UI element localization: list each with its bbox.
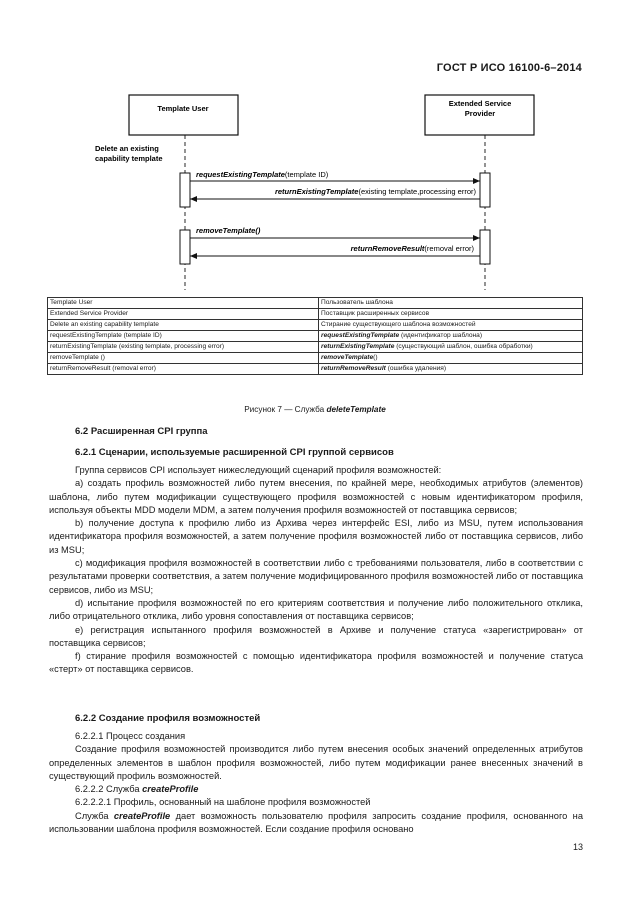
legend-en: Extended Service Provider [48, 309, 319, 320]
activation-left-2 [180, 230, 190, 264]
table-row [48, 309, 583, 320]
table-row [48, 342, 583, 353]
list-item-d: d) испытание профиля возможностей по его критериям соответствия и получение либо положительного отклика, либо отрицательного отклика, либо уровня сопоставления от поставщика сервисов; [49, 597, 583, 622]
legend-ru-term: returnRemoveResult [321, 365, 386, 372]
section-heading-6-2-2: 6.2.2 Создание профиля возможностей [75, 713, 261, 724]
legend-ru-desc: (идентификатор шаблона) [399, 332, 483, 339]
legend-ru: Стирание существующего шаблона возможностей [319, 320, 583, 331]
service-name: createProfile [142, 784, 199, 795]
section-heading-6-2: 6.2 Расширенная CPI группа [75, 426, 208, 437]
caption-service-name: deleteTemplate [326, 405, 386, 414]
legend-ru-desc: () [373, 354, 378, 361]
paragraph-6-2-2-2: 6.2.2.2 Служба createProfile [75, 784, 199, 795]
msg-request-label: requestExistingTemplate(template ID) [196, 170, 329, 179]
scenario-note-line1: Delete an existing [95, 144, 159, 153]
legend-ru-term: returnExistingTemplate [321, 343, 395, 350]
legend-en: returnExistingTemplate (existing template, processing error) [48, 342, 319, 353]
legend-ru-desc: (существующий шаблон, ошибка обработки) [394, 343, 533, 350]
legend-en: returnRemoveResult (removal error) [48, 364, 319, 375]
legend-en: requestExistingTemplate (template ID) [48, 331, 319, 342]
activation-right-1 [480, 173, 490, 207]
lifeline-esp-label-1: Extended Service [448, 99, 512, 108]
table-row [48, 298, 583, 309]
legend-ru [319, 342, 583, 353]
standard-header: ГОСТ Р ИСО 16100-6–2014 [436, 62, 582, 74]
legend-en: Template User [48, 298, 319, 309]
legend-ru: Пользователь шаблона [319, 298, 583, 309]
section-heading-6-2-1: 6.2.1 Сценарии, используемые расширенной CPI группой сервисов [75, 447, 394, 458]
table-row [48, 353, 583, 364]
paragraph-6-2-2-1: 6.2.2.1 Процесс создания [75, 731, 186, 741]
paragraph-intro: Группа сервисов CPI использует нижеследующий сценарий профиля возможностей: [75, 465, 442, 475]
legend-ru-term: removeTemplate [321, 354, 374, 361]
legend-en: removeTemplate () [48, 353, 319, 364]
lifeline-template-user-box [129, 95, 238, 135]
paragraph-6-2-2-2-1: 6.2.2.2.1 Профиль, основанный на шаблоне профиля возможностей [75, 797, 371, 808]
legend-en: Delete an existing capability template [48, 320, 319, 331]
legend-ru [319, 364, 583, 375]
activation-right-2 [480, 230, 490, 264]
list-item-f: f) стирание профиля возможностей с помощью идентификатора профиля возможностей и получение статуса «стерт» от поставщика сервисов. [49, 651, 583, 675]
body-list [49, 464, 583, 677]
lifeline-template-user-label: Template User [157, 104, 209, 113]
figure-caption: Рисунок 7 — Служба deleteTemplate [244, 405, 386, 414]
legend-ru-desc: (ошибка удаления) [385, 365, 447, 372]
legend-ru [319, 331, 583, 342]
sequence-diagram [0, 0, 630, 300]
msg-remove-label: removeTemplate() [196, 226, 261, 235]
list-item-a: а) создать профиль возможностей либо путем внесения, по крайней мере, необходимых атрибутов (элементов) шаблона, либо путем модификации существующего профиля возможностей с новым идентификатором профиля, используя объекты MDD модели MDM, а затем получения профиля возможностей от поставщика сервисов; [49, 478, 583, 515]
table-row [48, 320, 583, 331]
table-row [48, 364, 583, 375]
legend-ru [319, 353, 583, 364]
table-row [48, 331, 583, 342]
activation-left-1 [180, 173, 190, 207]
scenario-note-line2: capability template [95, 154, 163, 163]
legend-ru-term: requestExistingTemplate [321, 332, 400, 339]
lifeline-esp-label-2: Provider [464, 109, 496, 118]
list-item-b: b) получение доступа к профилю либо из Архива через интерфейс ESI, либо из MSU, путем использования идентификатора профиля возможностей, а затем получение профиля возможностей либо от поставщика сервисов, либо из MSU; [49, 518, 583, 555]
paragraph-last: Служба createProfile дает возможность пользователю профиля запросить создание профиля, основанного на использовании шаблона профиля возможностей. Если создание профиля основано [49, 810, 583, 835]
msg-result-label: returnRemoveResult(removal error) [350, 244, 474, 253]
service-name: createProfile [113, 810, 171, 821]
body-section-6-2-2 [49, 730, 583, 836]
msg-return-label: returnExistingTemplate(existing template,processing error) [274, 187, 476, 196]
legend-ru: Поставщик расширенных сервисов [319, 309, 583, 320]
page-number: 13 [572, 842, 583, 852]
paragraph-create: Создание профиля возможностей производится либо путем внесения особых значений определенных атрибутов определенных элементов в шаблон профиля возможностей, либо путем модификации ранее внесенных значений в существующий профиль возможностей. [49, 744, 583, 781]
legend-table [47, 297, 583, 375]
list-item-e: e) регистрация испытанного профиля возможностей в Архиве и получение статуса «зарегистрирован» от поставщика сервисов; [49, 624, 583, 648]
list-item-c: c) модификация профиля возможностей в соответствии либо с требованиями пользователя, либо в соответствии с результатами проверки соответствия, а затем получение модифицированного профиля возможностей либо от поставщика сервисов, либо из MSU; [49, 558, 583, 595]
